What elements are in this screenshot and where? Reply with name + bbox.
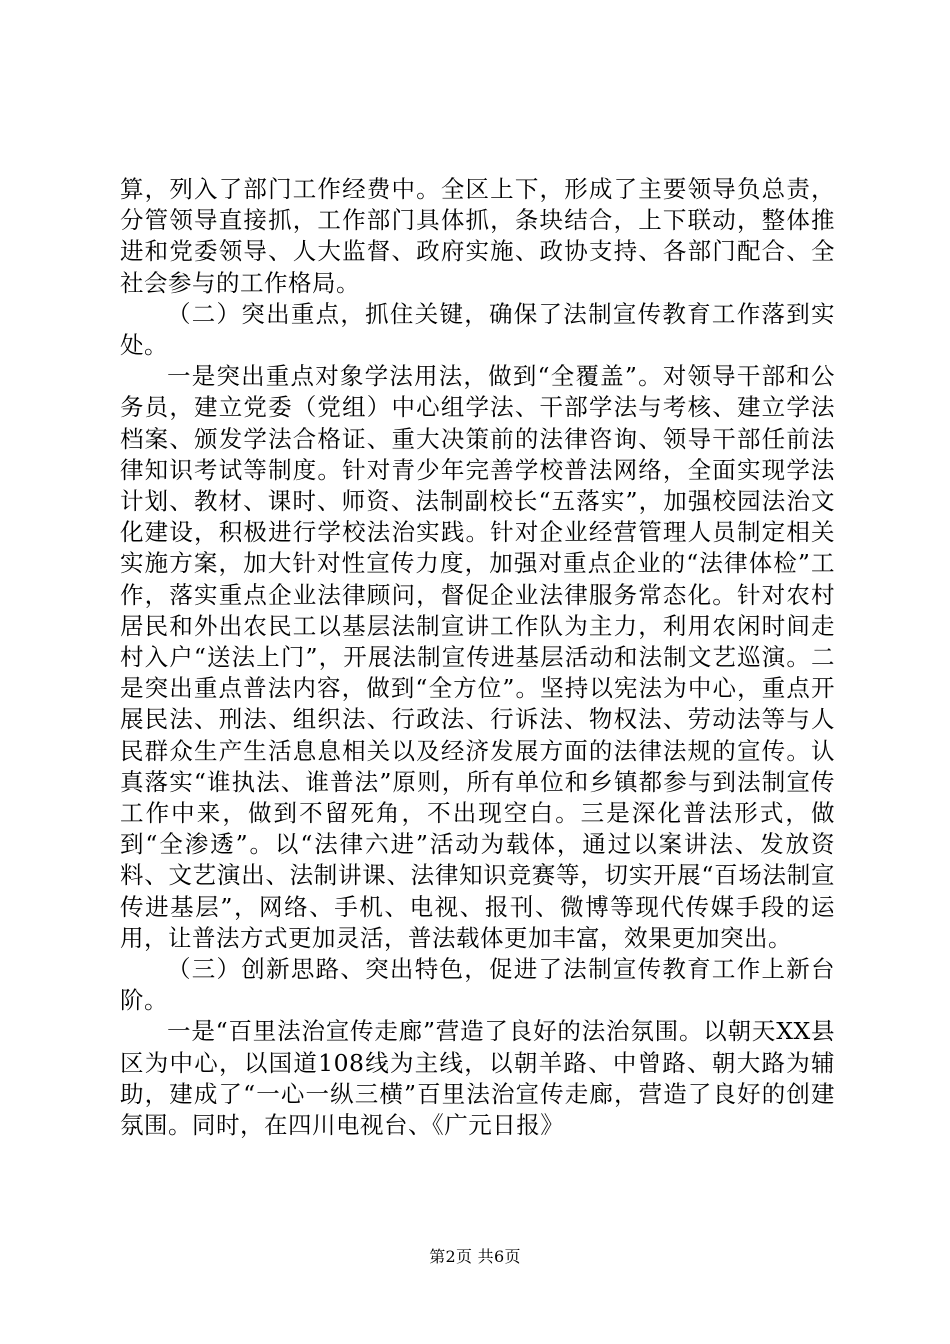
paragraph-2-heading: （二）突出重点，抓住关键，确保了法制宣传教育工作落到实处。 — [120, 299, 835, 360]
paragraph-3: 一是突出重点对象学法用法，做到“全覆盖”。对领导干部和公务员，建立党委（党组）中心组学法、干部学法与考核、建立学法档案、颁发学法合格证、重大决策前的法律咨询、领导干部任前法律知识考试等制度。针对青少年完善学校普法网络，全面实现学法计划、教材、课时、师资、法制副校长“五落实”，加强校园法治文化建设，积极进行学校法治实践。针对企业经营管理人员制定相关实施方案，加大针对性宣传力度，加强对重点企业的“法律体检”工作，落实重点企业法律顾问，督促企业法律服务常态化。针对农村居民和外出农民工以基层法制宣讲工作队为主力，利用农闲时间走村入户“送法上门”，开展法制宣传进基层活动和法制文艺巡演。二是突出重点普法内容，做到“全方位”。坚持以宪法为中心，重点开展民法、刑法、组织法、行政法、行诉法、物权法、劳动法等与人民群众生产生活息息相关以及经济发展方面的法律法规的宣传。认真落实“谁执法、谁普法”原则，所有单位和乡镇都参与到法制宣传工作中来，做到不留死角，不出现空白。三是深化普法形式，做到“全渗透”。以“法律六进”活动为载体，通过以案讲法、发放资料、文艺演出、法制讲课、法律知识竞赛等，切实开展“百场法制宣传进基层”，网络、手机、电视、报刊、微博等现代传媒手段的运用，让普法方式更加灵活，普法载体更加丰富，效果更加突出。 — [120, 362, 835, 952]
document-body — [120, 174, 835, 1141]
page-number-footer: 第2页 共6页 — [429, 1247, 521, 1266]
paragraph-1: 算，列入了部门工作经费中。全区上下，形成了主要领导负总责，分管领导直接抓，工作部门具体抓，条块结合，上下联动，整体推进和党委领导、人大监督、政府实施、政协支持、各部门配合、全社会参与的工作格局。 — [120, 175, 835, 297]
paragraph-5: 一是“百里法治宣传走廊”营造了良好的法治氛围。以朝天XX县区为中心，以国道108线为主线，以朝羊路、中曾路、朝大路为辅助，建成了“一心一纵三横”百里法治宣传走廊，营造了良好的创建氛围。同时，在四川电视台、《广元日报》 — [120, 1017, 835, 1140]
paragraph-4-heading: （三）创新思路、突出特色，促进了法制宣传教育工作上新台阶。 — [120, 955, 835, 1015]
